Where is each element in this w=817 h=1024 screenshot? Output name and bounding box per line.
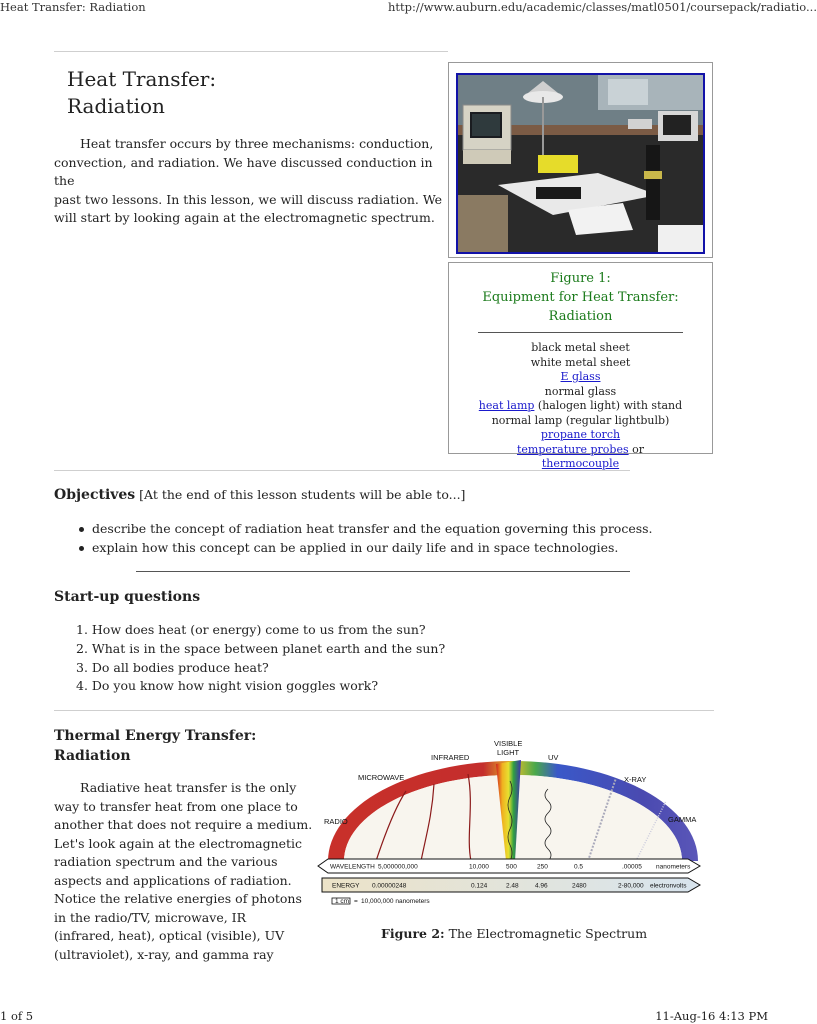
scale-value: 10,000,000 nanometers [361,898,430,905]
figure-1-box [448,262,713,470]
equipment-item: (halogen light) with stand [534,399,683,412]
intro-line: will start by looking again at the electromagnetic spectrum. [54,210,435,225]
thermocouple-link[interactable]: thermocouple [541,457,620,470]
list-item: 2. What is in the space between planet earth and the sun? [76,640,446,656]
equipment-item: white metal sheet [530,355,631,369]
label-xray: X-RAY [624,775,647,784]
thermal-paragraph [54,779,334,964]
energy-value: 0.00000248 [372,882,407,890]
intro-line: Heat transfer occurs by three mechanisms: conduction, [80,136,434,151]
thermal-line: Let's look again at the electromagnetic [54,835,303,851]
energy-unit: electronvolts [650,882,687,890]
label-light: LIGHT [497,748,520,757]
startup-list [76,621,445,696]
thermal-heading [54,726,256,766]
list-item: 1. How does heat (or energy) come to us from the sun? [76,622,426,637]
label-gamma: GAMMA [668,815,697,824]
thermal-line: in the radio/TV, microwave, IR [54,909,247,925]
energy-value: 4.96 [535,882,548,890]
wavelength-value: 250 [537,863,548,871]
wavelength-value: .00005 [622,863,642,871]
list-item: explain how this concept can be applied in our daily life and in space technologies. [54,539,654,558]
page-url: http://www.auburn.edu/academic/classes/matl0501/coursepack/radiatio... [388,0,817,14]
intro-line: convection, and radiation. We have discussed conduction in the [54,154,433,188]
energy-value: 0.124 [471,882,488,890]
figure-1-divider [478,332,683,333]
figure-2-label: Figure 2: [381,926,445,941]
wavelength-value: 5,000000,000 [378,863,418,871]
figure-2-text: The Electromagnetic Spectrum [444,926,648,941]
thermal-line: aspects and applications of radiation. [54,872,292,888]
thermal-line: (infrared, heat), optical (visible), UV [54,928,285,943]
startup-heading: Start-up questions [54,589,201,605]
e-glass-link[interactable]: E glass [560,370,601,383]
print-timestamp: 11-Aug-16 4:13 PM [655,1009,768,1023]
intro-line: past two lessons. In this lesson, we will discuss radiation. We [54,191,443,207]
list-item: 4. Do you know how night vision goggles work? [76,678,379,694]
temperature-probes-link[interactable]: temperature probes [516,442,629,456]
wavelength-value: 500 [506,863,517,871]
wavelength-value: 0.5 [574,863,584,871]
thermal-line: (ultraviolet), x-ray, and gamma ray [54,946,274,962]
page-title-header: Heat Transfer: Radiation [0,0,146,14]
heading-line-1: Heat Transfer: [67,67,217,91]
equipment-item: normal lamp (regular lightbulb) [491,413,670,427]
wavelength-label: WAVELENGTH [330,863,375,871]
divider [54,51,448,52]
label-uv: UV [548,753,559,762]
divider [54,710,714,711]
figure-1-caption: Equipment for Heat Transfer: Radiation [482,290,679,324]
scale-length: 1 cm [335,898,350,905]
scale-equals: = [354,898,358,905]
thermal-title-line: Thermal Energy Transfer: [54,728,257,744]
wavelength-unit: nanometers [656,863,691,871]
thermal-line: Notice the relative energies of photons [54,891,302,906]
objectives-note: [At the end of this lesson students will be able to...] [135,487,466,502]
thermal-title-line: Radiation [54,748,131,764]
objectives-list [54,520,654,557]
thermal-line: way to transfer heat from one place to [54,798,298,814]
figure-2-caption [381,926,647,941]
divider [54,470,630,471]
objectives-heading [54,487,465,503]
equipment-item: black metal sheet [531,341,630,354]
equipment-photo-frame [448,62,713,258]
page-heading [67,66,216,120]
list-item: 3. Do all bodies produce heat? [76,659,269,675]
spectrum-figure [316,736,716,916]
label-microwave: MICROWAVE [358,773,405,782]
figure-1-label: Figure 1: [550,271,611,286]
energy-value: 2.48 [506,882,519,890]
divider [136,571,630,572]
energy-label: ENERGY [332,882,360,890]
intro-paragraph [54,135,448,228]
objectives-title: Objectives [54,487,136,503]
equipment-photo [456,73,705,254]
propane-torch-link[interactable]: propane torch [540,428,621,441]
thermal-line: another that does not require a medium. [54,817,313,832]
label-radio: RADIO [324,817,348,826]
equipment-item: or [628,442,644,456]
equipment-item: normal glass [544,384,617,398]
energy-value: 2480 [572,882,587,890]
list-item: describe the concept of radiation heat transfer and the equation governing this process. [54,520,654,539]
wavelength-value: 10,000 [469,863,489,871]
page-number: 1 of 5 [0,1009,34,1023]
heat-lamp-link[interactable]: heat lamp [478,399,535,412]
label-visible: VISIBLE [494,739,523,748]
thermal-line: Radiative heat transfer is the only [80,780,297,795]
heading-line-2: Radiation [67,94,165,118]
label-infrared: INFRARED [431,753,470,762]
energy-value: 2-80,000 [618,882,644,890]
thermal-line: radiation spectrum and the various [54,854,278,869]
